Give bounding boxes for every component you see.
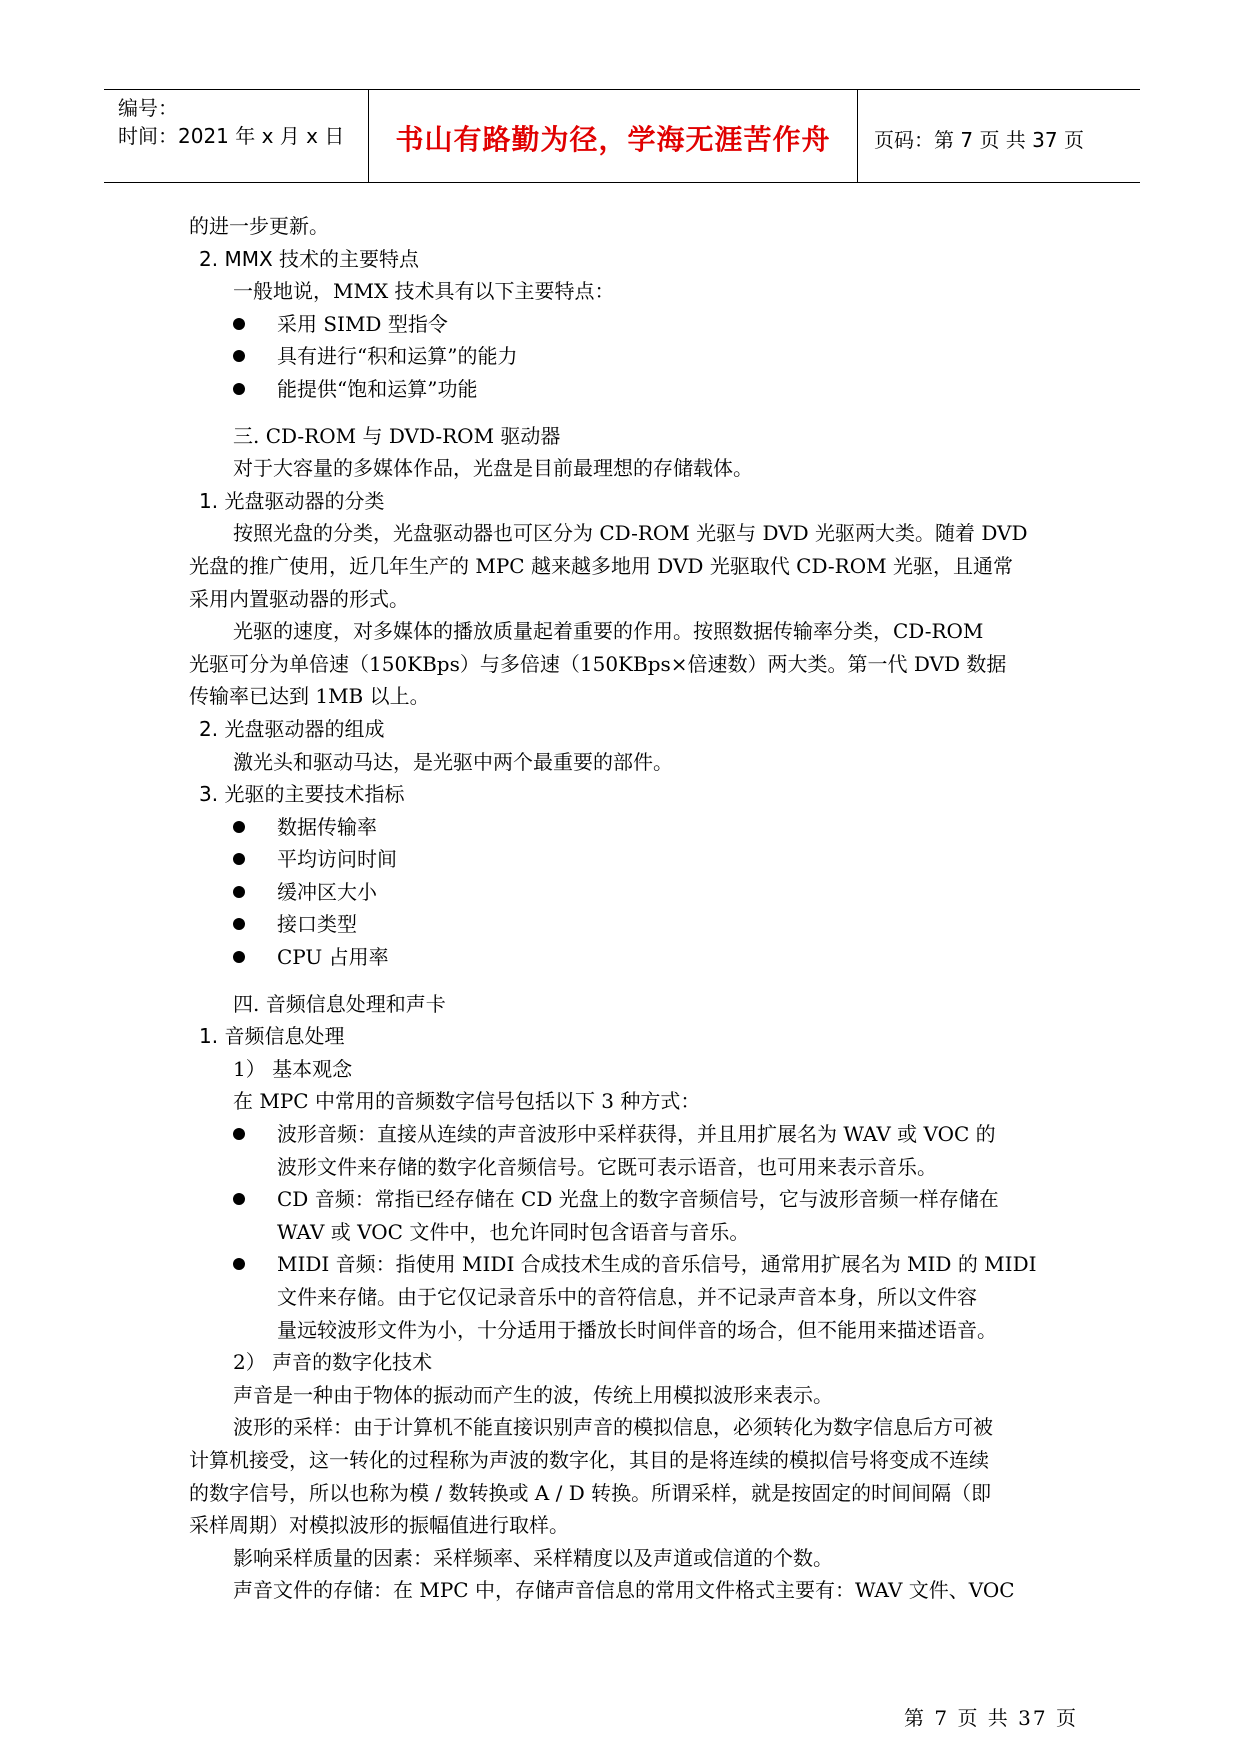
header-motto: 书山有路勤为径，学海无涯苦作舟 xyxy=(395,123,831,156)
list-item xyxy=(189,308,1059,341)
bullet-icon xyxy=(233,1258,245,1270)
paragraph-line: 声音是一种由于物体的振动而产生的波，传统上用模拟波形来表示。 xyxy=(233,1382,833,1407)
paragraph-line: 对于大容量的多媒体作品，光盘是目前最理想的存储载体。 xyxy=(233,456,753,481)
paragraph-line: 的进一步更新。 xyxy=(189,214,329,238)
list-item xyxy=(189,373,1059,406)
header-right-cell xyxy=(858,90,1140,182)
bullet-icon xyxy=(233,951,245,963)
list-item-text: 具有进行“积和运算”的能力 xyxy=(277,344,518,369)
bullet-icon xyxy=(233,1193,245,1205)
subsection-heading: 2） 声音的数字化技术 xyxy=(233,1350,433,1375)
bullet-icon xyxy=(233,886,245,898)
subsection-heading: 1） 基本观念 xyxy=(233,1056,353,1081)
header-page-label: 页码：第 7 页 共 37 页 xyxy=(874,128,1084,152)
list-item xyxy=(189,811,1059,844)
paragraph-line: 激光头和驱动马达，是光驱中两个最重要的部件。 xyxy=(233,749,673,774)
list-item-continuation: WAV 或 VOC 文件中，也允许同时包含语音与音乐。 xyxy=(277,1219,750,1244)
list-item-continuation: 波形文件来存储的数字化音频信号。它既可表示语音，也可用来表示音乐。 xyxy=(277,1154,937,1179)
page-footer: 第 7 页 共 37 页 xyxy=(904,1706,1078,1730)
bullet-icon xyxy=(233,821,245,833)
bullet-icon xyxy=(233,853,245,865)
list-item xyxy=(189,1118,1059,1151)
paragraph-line: 一般地说，MMX 技术具有以下主要特点： xyxy=(233,279,615,304)
list-item-text: 接口类型 xyxy=(277,912,357,937)
list-item-text: 能提供“饱和运算”功能 xyxy=(277,376,478,401)
list-item-text: 数据传输率 xyxy=(277,814,377,839)
paragraph-line: 波形的采样：由于计算机不能直接识别声音的模拟信息，必须转化为数字信息后方可被 xyxy=(233,1415,993,1440)
list-item xyxy=(189,908,1059,941)
list-item-text: 缓冲区大小 xyxy=(277,879,377,904)
bullet-icon xyxy=(233,1128,245,1140)
list-item-continuation: 文件来存储。由于它仅记录音乐中的音符信息，并不记录声音本身，所以文件容 xyxy=(277,1285,977,1309)
list-item-continuation: 量远较波形文件为小，十分适用于播放长时间伴音的场合，但不能用来描述语音。 xyxy=(277,1317,997,1342)
paragraph-line: 计算机接受，这一转化的过程称为声波的数字化，其目的是将连续的模拟信号将变成不连续 xyxy=(189,1447,989,1472)
section-heading: 2. MMX 技术的主要特点 xyxy=(199,246,420,271)
list-item xyxy=(189,941,1059,974)
paragraph-line: 光驱可分为单倍速（150KBps）与多倍速（150KBps×倍速数）两大类。第一代 DVD 数据 xyxy=(189,651,1007,676)
bullet-icon xyxy=(233,318,245,330)
list-item xyxy=(189,1183,1059,1216)
paragraph-line: 采用内置驱动器的形式。 xyxy=(189,586,409,611)
bullet-icon xyxy=(233,350,245,362)
list-item xyxy=(189,340,1059,373)
paragraph-line: 声音文件的存储：在 MPC 中，存储声音信息的常用文件格式主要有：WAV 文件、VOC xyxy=(233,1578,1015,1603)
paragraph-line: 光盘的推广使用，近几年生产的 MPC 越来越多地用 DVD 光驱取代 CD-ROM 光驱，且通常 xyxy=(189,553,1013,578)
paragraph-line: 按照光盘的分类，光盘驱动器也可区分为 CD-ROM 光驱与 DVD 光驱两大类。随着 DVD xyxy=(233,521,1028,546)
list-item-text: CPU 占用率 xyxy=(277,945,389,970)
chapter-heading: 四. 音频信息处理和声卡 xyxy=(233,991,446,1016)
list-item-text: MIDI 音频：指使用 MIDI 合成技术生成的音乐信号，通常用扩展名为 MID 的 MIDI xyxy=(277,1252,1037,1277)
list-item-text: 波形音频：直接从连续的声音波形中采样获得，并且用扩展名为 WAV 或 VOC 的 xyxy=(277,1122,996,1147)
header-left-cell xyxy=(104,90,368,182)
paragraph-line: 光驱的速度，对多媒体的播放质量起着重要的作用。按照数据传输率分类，CD-ROM xyxy=(233,619,984,644)
section-heading: 3. 光驱的主要技术指标 xyxy=(199,782,405,807)
list-item xyxy=(189,1248,1059,1281)
paragraph-line: 影响采样质量的因素：采样频率、采样精度以及声道或信道的个数。 xyxy=(233,1545,833,1570)
document-time-label: 时间：2021 年 x 月 x 日 xyxy=(118,124,345,148)
list-item-text: 平均访问时间 xyxy=(277,847,397,872)
paragraph-line: 的数字信号，所以也称为模 / 数转换或 A / D 转换。所谓采样，就是按固定的时间间隔（即 xyxy=(189,1480,992,1505)
paragraph-line: 采样周期）对模拟波形的振幅值进行取样。 xyxy=(189,1513,569,1538)
chapter-heading: 三. CD-ROM 与 DVD-ROM 驱动器 xyxy=(233,423,561,448)
section-heading: 1. 音频信息处理 xyxy=(199,1024,345,1049)
list-item-text: CD 音频：常指已经存储在 CD 光盘上的数字音频信号，它与波形音频一样存储在 xyxy=(277,1187,999,1212)
section-heading: 1. 光盘驱动器的分类 xyxy=(199,488,385,513)
paragraph-line: 传输率已达到 1MB 以上。 xyxy=(189,684,430,709)
document-body xyxy=(189,210,1059,1607)
paragraph-line: 在 MPC 中常用的音频数字信号包括以下 3 种方式： xyxy=(233,1089,701,1114)
list-item-text: 采用 SIMD 型指令 xyxy=(277,311,448,336)
list-item xyxy=(189,843,1059,876)
header-table xyxy=(104,89,1140,183)
bullet-icon xyxy=(233,918,245,930)
document-number-label: 编号： xyxy=(118,96,178,120)
list-item xyxy=(189,876,1059,909)
bullet-icon xyxy=(233,383,245,395)
section-heading: 2. 光盘驱动器的组成 xyxy=(199,716,385,741)
header-middle-cell xyxy=(368,90,858,182)
